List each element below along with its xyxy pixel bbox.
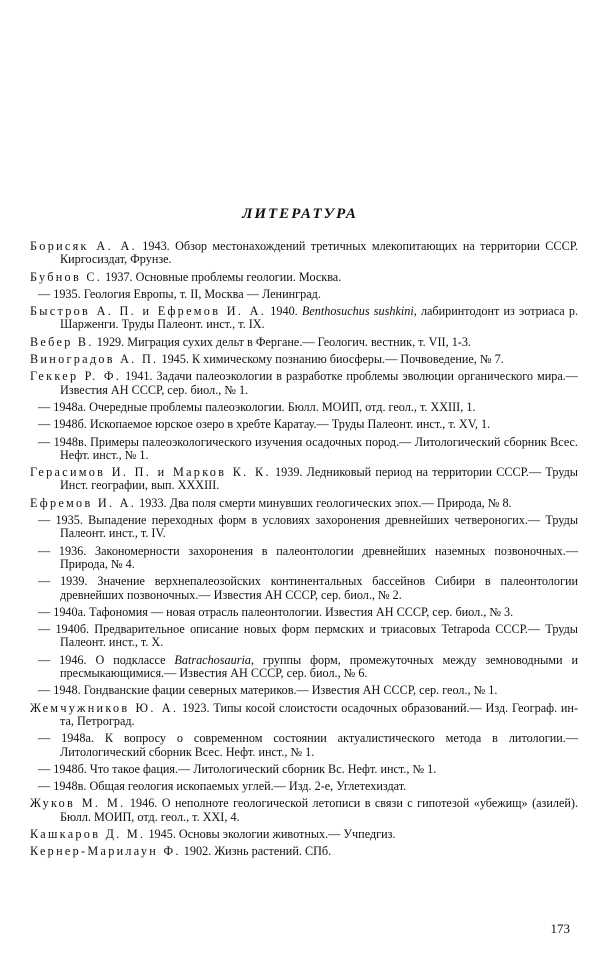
reference-text: 1936. Закономерности захоронения в палеонтологии древнейших наземных позвоночных.— Природа, № 4. [58,543,579,571]
reference-entry [30,271,578,284]
reference-text: 1943. Обзор местонахождений третичных млекопитающих на территории СССР. Киргосиздат, Фрунзе. [60,239,578,267]
reference-list [30,240,578,863]
reference-text: 1902. Жизнь растений. СПб. [180,844,332,859]
reference-text: 1948. Гондванские фации северных материков.— Известия АН СССР, сер. геол., № 1. [53,683,498,698]
reference-author: Кернер-Марилаун Ф. [30,844,181,859]
reference-dash: — [38,779,54,794]
reference-dash: — [38,761,54,776]
reference-entry [30,575,578,602]
reference-entry [30,732,578,759]
reference-text: 1941. Задачи палеоэкологии в разработке проблемы эволюции органического мира.— Известия АН СССР, сер. биол., № 1. [60,369,578,397]
reference-text: 1937. Основные проблемы геологии. Москва. [102,269,342,284]
reference-dash: — [38,417,54,432]
reference-author: Кашкаров Д. М. [30,826,146,841]
reference-author: Геккер Р. Ф. [30,369,122,384]
reference-author: Жемчужников Ю. А. [30,700,179,715]
reference-text: 1939. Значение верхнепалеозойских континентальных бассейнов Сибири в палеонтологии древнейших позвоночных.— Известия АН СССР, сер. биол., № 2. [60,574,578,602]
reference-author: Ефремов И. А. [30,495,137,510]
reference-text: 1940. [266,304,302,319]
reference-text: 1940а. Тафономия — новая отрасль палеонтологии. Известия АН СССР, сер. биол., № 3. [53,604,514,619]
reference-entry [30,240,578,267]
reference-text: 1948а. Очередные проблемы палеоэкологии. Бюлл. МОИП, отд. геол., т. XXIII, 1. [53,399,476,414]
reference-text: 1948в. Примеры палеоэкологического изучения осадочных пород.— Литологический сборник Всес. Нефт. инст., № 1. [53,434,579,462]
reference-entry [30,828,578,841]
reference-entry [30,353,578,366]
reference-entry [30,418,578,431]
reference-entry [30,370,578,397]
reference-text: , лабиринтодонт из эотриаса р. Шарженги. Труды Палеонт. инст., т. IX. [60,304,578,332]
reference-text: 1948а. К вопросу о современном состоянии актуалистического метода в литологии.— Литологический сборник Всес. Нефт. инст., № 1. [60,731,579,759]
reference-text: 1948в. Общая геология ископаемых углей.— Изд. 2-е, Углетехиздат. [53,779,407,794]
reference-text: 1939. Ледниковый период на территории СССР.— Труды Инст. географии, вып. XXXIII. [60,465,578,493]
reference-author: Вебер В. [30,334,94,349]
reference-author: Борисяк А. А. [30,239,137,253]
reference-entry [30,606,578,619]
reference-entry [30,305,578,332]
reference-text: 1946. О подклассе [59,652,175,667]
reference-author: Жуков М. М. [30,796,126,811]
reference-text: 1946. О неполноте геологической летописи в связи с гипотезой «убежищ» (азилей). Бюлл. МОИП, отд. геол., т. XXI, 4. [60,796,578,824]
reference-taxon: Batrachosauria [174,652,251,667]
reference-dash: — [38,622,56,637]
reference-dash: — [38,513,56,528]
reference-text: 1935. Геология Европы, т. II, Москва — Ленинград. [53,286,321,301]
reference-text: 1935. Выпадение переходных форм в условиях захоронения древнейших четвероногих.— Труды Палеонт. инст., т. IV. [55,513,579,541]
reference-text: 1929. Миграция сухих дельт в Фергане.— Геологич. вестник, т. VII, 1-3. [93,334,471,349]
reference-entry [30,288,578,301]
reference-dash: — [38,604,54,619]
reference-author: Герасимов И. П. и Марков К. К. [30,465,271,480]
reference-text: 1945. Основы экологии животных.— Учпедгиз. [145,826,396,841]
reference-entry [30,336,578,349]
reference-taxon: Benthosuchus sushkini [301,304,414,319]
reference-entry [30,466,578,493]
reference-entry [30,623,578,650]
reference-dash: — [38,286,54,301]
page-title: ЛИТЕРАТУРА [242,206,358,222]
reference-entry [30,497,578,510]
reference-text: 1923. Типы косой слоистости осадочных образований.— Изд. Географ. ин-та, Петроград. [60,700,579,728]
reference-entry [30,545,578,572]
reference-text: , группы форм, промежуточных между земноводными и пресмыкающимися.— Известия АН СССР, сер. биол., № 6. [60,652,578,681]
reference-entry [30,780,578,793]
reference-dash: — [38,731,62,746]
reference-text: 1945. К химическому познанию биосферы.— Почвоведение, № 7. [158,352,504,367]
reference-dash: — [38,434,54,449]
page-number: 173 [550,921,570,936]
reference-entry [30,763,578,776]
reference-text: 1933. Два поля смерти минувших геологических эпох.— Природа, № 8. [136,495,512,510]
reference-entry [30,845,578,858]
reference-dash: — [38,399,54,414]
reference-entry [30,654,578,681]
reference-dash: — [38,574,61,589]
reference-entry [30,684,578,697]
reference-entry [30,401,578,414]
reference-dash: — [38,683,54,698]
reference-author: Быстров А. П. и Ефремов И. А. [30,304,267,319]
reference-entry [30,797,578,824]
reference-entry [30,514,578,541]
reference-author: Виноградов А. П. [30,352,159,367]
reference-author: Бубнов С. [30,269,103,284]
reference-dash: — [38,543,59,558]
reference-entry [30,702,578,729]
reference-entry [30,436,578,463]
reference-dash: — [38,652,60,667]
reference-text: 1948б. Что такое фация.— Литологический сборник Вс. Нефт. инст., № 1. [53,761,437,776]
reference-text: 1940б. Предварительное описание новых форм пермских и триасовых Tetrapoda СССР.— Труды Палеонт. инст., т. X. [55,622,578,650]
reference-text: 1948б. Ископаемое юрское озеро в хребте Каратау.— Труды Палеонт. инст., т. XV, 1. [53,417,491,432]
